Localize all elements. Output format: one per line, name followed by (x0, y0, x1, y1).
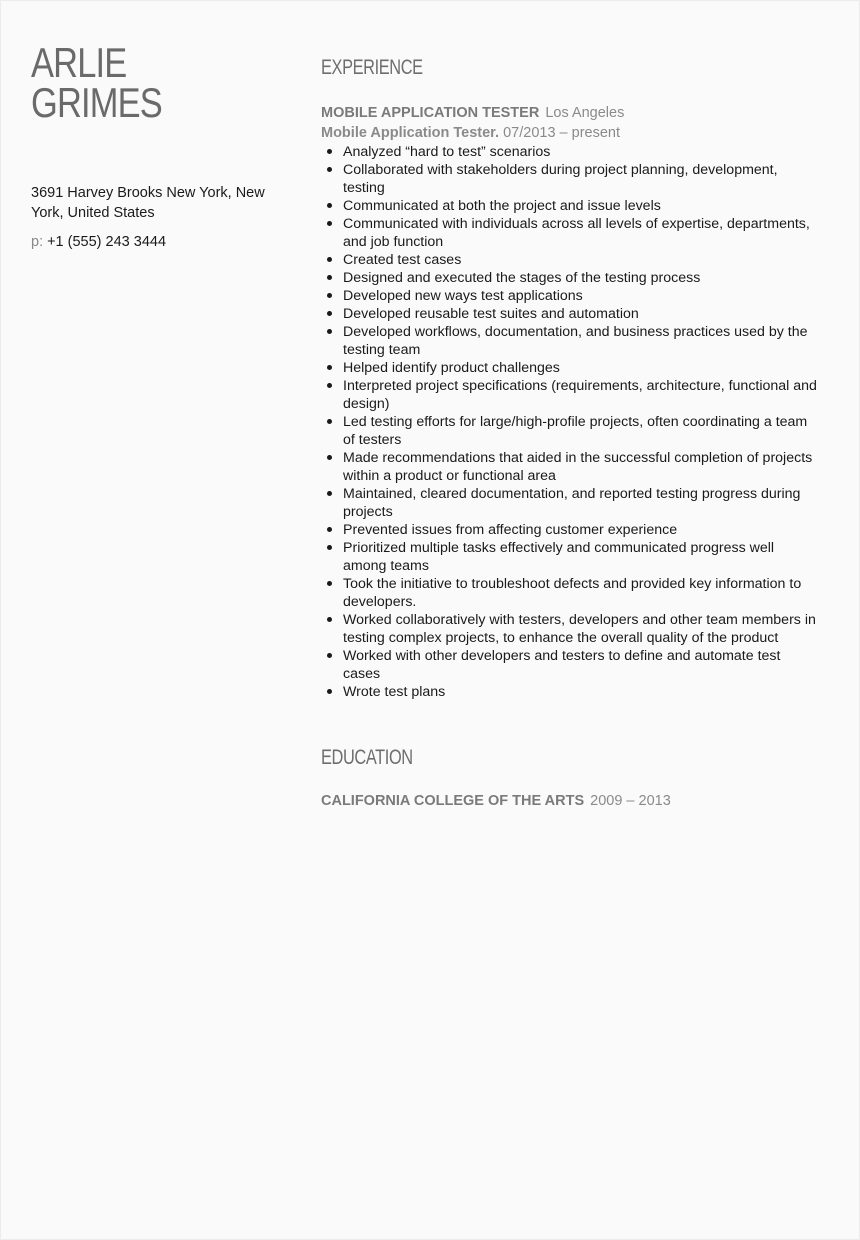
phone-line (31, 232, 291, 252)
experience-heading: EXPERIENCE (321, 56, 423, 79)
list-item: Interpreted project specifications (requirements, architecture, functional and design) (321, 377, 821, 413)
list-item: Developed reusable test suites and automation (321, 305, 821, 323)
job-role: Mobile Application Tester. (321, 125, 500, 141)
candidate-name (31, 39, 244, 126)
job-bullet-list (321, 143, 821, 701)
last-name: GRIMES (31, 79, 162, 126)
education-entry (321, 791, 821, 811)
job-title: MOBILE APPLICATION TESTER (321, 105, 540, 121)
phone-number: +1 (555) 243 3444 (47, 234, 167, 250)
first-name: ARLIE (31, 39, 127, 86)
list-item: Created test cases (321, 251, 821, 269)
list-item: Designed and executed the stages of the testing process (321, 269, 821, 287)
job-dates: 07/2013 – present (503, 125, 620, 141)
left-column (31, 39, 291, 252)
right-column (321, 55, 821, 811)
job-header (321, 103, 821, 123)
list-item: Prevented issues from affecting customer experience (321, 521, 821, 539)
list-item: Led testing efforts for large/high-profile projects, often coordinating a team of testers (321, 413, 821, 449)
job-location: Los Angeles (545, 105, 625, 121)
school-name: CALIFORNIA COLLEGE OF THE ARTS (321, 793, 585, 809)
list-item: Collaborated with stakeholders during project planning, development, testing (321, 161, 821, 197)
list-item: Took the initiative to troubleshoot defects and provided key information to developers. (321, 575, 821, 611)
education-years: 2009 – 2013 (590, 793, 671, 809)
list-item: Communicated at both the project and issue levels (321, 197, 821, 215)
phone-label: p: (31, 234, 44, 250)
list-item: Maintained, cleared documentation, and reported testing progress during projects (321, 485, 821, 521)
list-item: Communicated with individuals across all levels of expertise, departments, and job function (321, 215, 821, 251)
list-item: Worked with other developers and testers to define and automate test cases (321, 647, 821, 683)
list-item: Developed workflows, documentation, and business practices used by the testing team (321, 323, 821, 359)
list-item: Analyzed “hard to test” scenarios (321, 143, 821, 161)
job-subheader (321, 123, 821, 143)
list-item: Made recommendations that aided in the successful completion of projects within a product or functional area (321, 449, 821, 485)
education-section (321, 745, 821, 811)
address: 3691 Harvey Brooks New York, New York, United States (31, 185, 265, 221)
list-item: Helped identify product challenges (321, 359, 821, 377)
list-item: Worked collaboratively with testers, developers and other team members in testing complex projects, to enhance the overall quality of the product (321, 611, 821, 647)
list-item: Wrote test plans (321, 683, 821, 701)
list-item: Prioritized multiple tasks effectively and communicated progress well among teams (321, 539, 821, 575)
list-item: Developed new ways test applications (321, 287, 821, 305)
education-heading: EDUCATION (321, 746, 413, 769)
